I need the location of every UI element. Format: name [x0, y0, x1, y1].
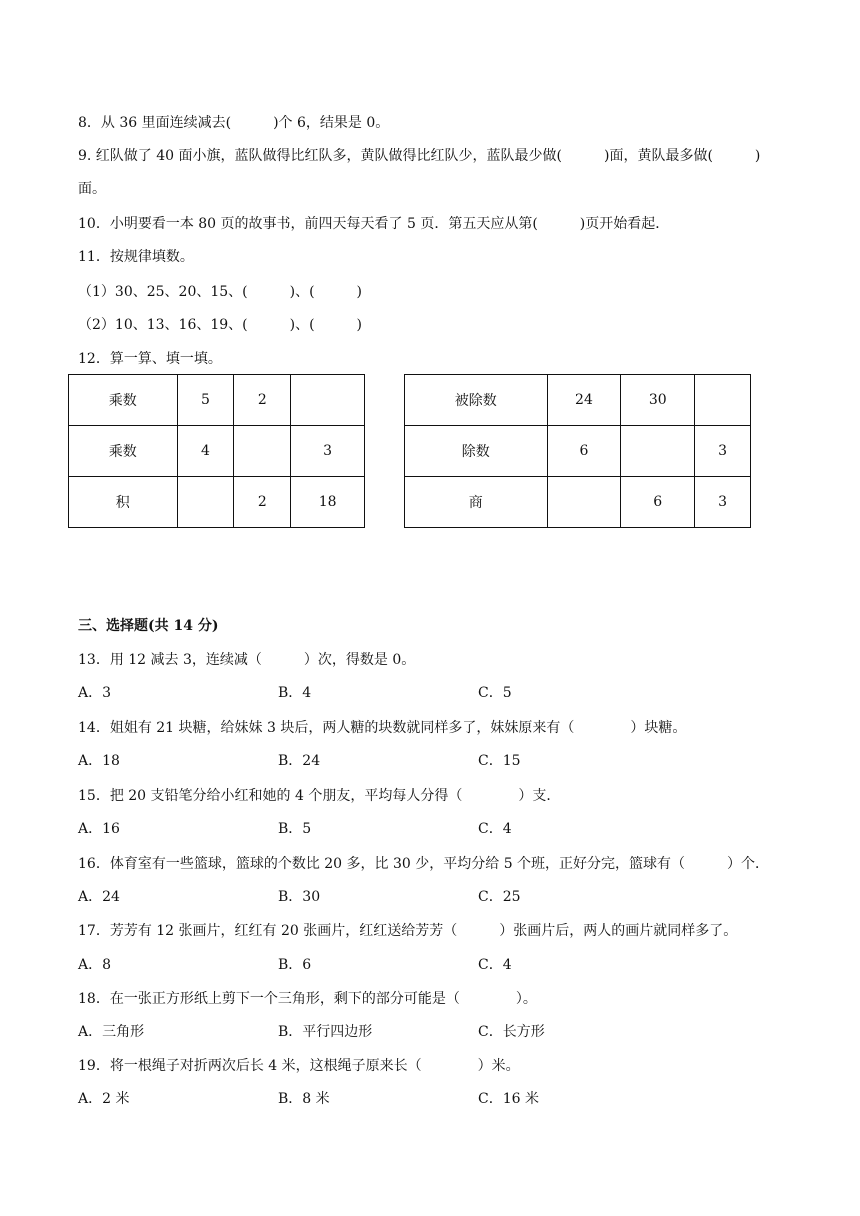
- multiplication-table: [68, 374, 365, 528]
- table-cell-blank[interactable]: [695, 375, 751, 426]
- table-cell: 乘数: [69, 426, 178, 477]
- option-a[interactable]: A．16: [78, 821, 120, 837]
- table-cell: 2: [234, 375, 291, 426]
- table-cell: 乘数: [69, 375, 178, 426]
- option-a[interactable]: A．8: [78, 957, 112, 973]
- option-c[interactable]: C．4: [478, 957, 512, 973]
- table-cell: 除数: [405, 426, 548, 477]
- option-b[interactable]: B．6: [278, 957, 312, 973]
- question-19: 19．将一根绳子对折两次后长 4 米，这根绳子原来长（ ）米。: [78, 1058, 520, 1074]
- table-row: [405, 477, 751, 528]
- question-9-continued: 面。: [78, 181, 106, 197]
- table-cell: 3: [291, 426, 365, 477]
- table-cell: 3: [695, 426, 751, 477]
- table-cell: 6: [621, 477, 695, 528]
- table-row: [69, 477, 365, 528]
- option-c[interactable]: C．16 米: [478, 1091, 539, 1107]
- option-a[interactable]: A．3: [78, 685, 112, 701]
- table-cell: 被除数: [405, 375, 548, 426]
- option-c[interactable]: C．4: [478, 821, 512, 837]
- table-row: [405, 426, 751, 477]
- question-8: 8．从 36 里面连续减去( )个 6，结果是 0。: [78, 115, 390, 131]
- option-b[interactable]: B．30: [278, 889, 321, 905]
- question-18: 18．在一张正方形纸上剪下一个三角形，剩下的部分可能是（ ）。: [78, 991, 537, 1007]
- table-row: [69, 426, 365, 477]
- division-table: [404, 374, 751, 528]
- table-cell: 6: [547, 426, 621, 477]
- table-cell: 4: [177, 426, 234, 477]
- table-cell: 2: [234, 477, 291, 528]
- option-b[interactable]: B．8 米: [278, 1091, 330, 1107]
- option-a[interactable]: A．三角形: [78, 1024, 145, 1040]
- table-cell-blank[interactable]: [291, 375, 365, 426]
- table-cell: 24: [547, 375, 621, 426]
- option-a[interactable]: A．18: [78, 753, 120, 769]
- question-12: 12．算一算、填一填。: [78, 351, 222, 367]
- question-13: 13．用 12 减去 3，连续减（ ）次，得数是 0。: [78, 652, 416, 668]
- table-cell: 积: [69, 477, 178, 528]
- option-b[interactable]: B．4: [278, 685, 312, 701]
- option-b[interactable]: B．24: [278, 753, 321, 769]
- question-9: 9. 红队做了 40 面小旗，蓝队做得比红队多，黄队做得比红队少，蓝队最少做( )面，黄队最多做( ): [78, 148, 761, 164]
- table-cell-blank[interactable]: [547, 477, 621, 528]
- option-c[interactable]: C．25: [478, 889, 521, 905]
- table-row: [405, 375, 751, 426]
- option-a[interactable]: A．24: [78, 889, 120, 905]
- table-cell: 18: [291, 477, 365, 528]
- question-14: 14．姐姐有 21 块糖，给妹妹 3 块后，两人糖的块数就同样多了，妹妹原来有（ ）块糖。: [78, 720, 687, 736]
- option-b[interactable]: B．5: [278, 821, 312, 837]
- table-cell: 商: [405, 477, 548, 528]
- option-a[interactable]: A．2 米: [78, 1091, 130, 1107]
- option-b[interactable]: B．平行四边形: [278, 1024, 373, 1040]
- table-row: [69, 375, 365, 426]
- question-17: 17．芳芳有 12 张画片，红红有 20 张画片，红红送给芳芳（ ）张画片后，两人的画片就同样多了。: [78, 923, 738, 939]
- table-cell-blank[interactable]: [621, 426, 695, 477]
- option-c[interactable]: C．15: [478, 753, 521, 769]
- table-cell-blank[interactable]: [177, 477, 234, 528]
- question-11: 11．按规律填数。: [78, 249, 194, 265]
- option-c[interactable]: C．5: [478, 685, 512, 701]
- table-cell: 30: [621, 375, 695, 426]
- table-cell: 5: [177, 375, 234, 426]
- table-cell-blank[interactable]: [234, 426, 291, 477]
- question-16: 16．体育室有一些篮球，篮球的个数比 20 多，比 30 少，平均分给 5 个班，正好分完，篮球有（ ）个．: [78, 856, 770, 872]
- question-10: 10．小明要看一本 80 页的故事书，前四天每天看了 5 页．第五天应从第( )页开始看起．: [78, 216, 670, 232]
- question-11-part-1: （1）30、25、20、15、( )、( ): [78, 284, 363, 300]
- question-11-part-2: （2）10、13、16、19、( )、( ): [78, 317, 363, 333]
- section-title: 三、选择题(共 14 分): [78, 618, 219, 634]
- question-15: 15．把 20 支铅笔分给小红和她的 4 个朋友，平均每人分得（ ）支．: [78, 788, 561, 804]
- table-cell: 3: [695, 477, 751, 528]
- option-c[interactable]: C．长方形: [478, 1024, 545, 1040]
